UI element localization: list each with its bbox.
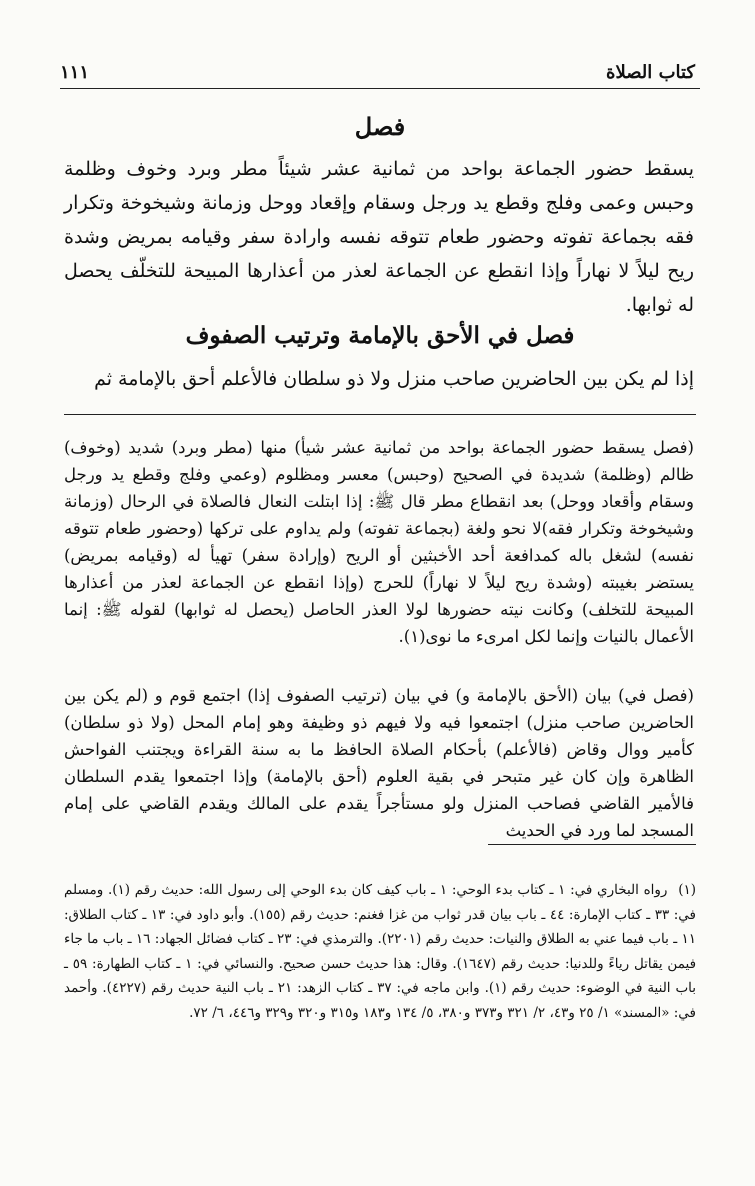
header-rule <box>60 88 700 89</box>
page-number: ١١١ <box>60 62 90 83</box>
commentary-separator <box>64 414 696 415</box>
main-text-paragraph-2: إذا لم يكن بين الحاضرين صاحب منزل ولا ذو سلطان فالأعلم أحق بالإمامة ثم <box>94 368 694 390</box>
commentary-paragraph-2: (فصل في) بيان (الأحق بالإمامة و) في بيان (ترتيب الصفوف إذا) اجتمع قوم و (لم يكن بين الحاضرين صاحب منزل) اجتمعوا فيه ولا فيهم ذو وظيفة وهو إمام المحل (ولا ذو سلطان) كأمير ووال وقاض (فالأعلم) بأحكام الصلاة الحافظ ما به سنة القراءة ويجتنب الفواحش الظاهرة وإن كان غير متبحر في بقية العلوم (أحق بالإمامة) وإذا اجتمعوا يقدم السلطان فالأمير القاضي فصاحب المنزل ولو مستأجراً يقدم على المالك ويقدم القاضي على إمام المسجد لما ورد في الحديث <box>64 686 694 840</box>
section-heading-imamate: فصل في الأحق بالإمامة وترتيب الصفوف <box>185 322 575 349</box>
footnote-text: رواه البخاري في: ١ ـ كتاب بدء الوحي: ١ ـ باب كيف كان بدء الوحي إلى رسول الله: حديث رقم (١). ومسلم في: ٣٣ ـ كتاب الإمارة: ٤٤ ـ باب بيان قدر ثواب من غزا فغنم: حديث رقم (١٥٥). وأبو داود في: ١٣ ـ كتاب الطلاق: ١١ ـ باب فيما عني به الطلاق والنيات: حديث رقم (٢٢٠١). والترمذي في: ٢٣ ـ كتاب فضائل الجهاد: ١٦ ـ باب ما جاء فيمن يقاتل رياءً وللدنيا: حديث رقم (١٦٤٧). وقال: هذا حديث حسن صحيح. والنسائي في: ١ ـ كتاب الطهارة: ٥٩ ـ باب النية في الوضوء: حديث رقم (١). وابن ماجه في: ٣٧ ـ كتاب الزهد: ٢١ ـ باب النية حديث رقم (٤٢٢٧). وأحمد في: «المسند» ١/ ٢٥ و٤٣، ٢/ ٣٢١ و٣٧٣ و٣٨٠، ٥/ ١٣٤ و١٨٣ و٣١٥ و٣٢٠ و٣٢٩ و٤٤٦، ٦/ ٧٢. <box>64 882 697 1021</box>
commentary-paragraph-1: (فصل يسقط حضور الجماعة بواحد من ثمانية عشر شيأ) منها (مطر وبرد) شديد (وخوف) ظالم (وظلمة) شديدة في الصحيح (وحبس) معسر ومظلوم (وعمي وفلج وقطع يد ورجل وسقام وأقعاد ووحل) بعد انقطاع مطر قال ﷺ: إذا ابتلت النعال فالصلاة في الرحال (وزمانة وشيخوخة وتكرار فقه)لا نحو ولغة (بجماعة تفوته) ولم يداوم على تركها (وحضور طعام تتوقه نفسه) لشغل باله كمدافعة أحد الأخبثين أو الريح (وإرادة سفر) تهيأ له (وقيامه بمريض) يستضر بغيبته (وشدة ريح ليلاً لا نهاراً) للحرج (وإذا انقطع عن الجماعة لعذر من أعذارها المبيحة للتخلف) وكانت نيته حضورها لولا العذر الحاصل (يحصل له ثوابها) لقوله ﷺ: إنما الأعمال بالنيات وإنما لكل امرىء ما نوى(١). <box>64 438 694 646</box>
footnote-number: (١) <box>678 882 697 898</box>
running-header <box>60 62 695 84</box>
footnote <box>64 878 696 1025</box>
footnote-separator <box>488 844 696 845</box>
book-title: كتاب الصلاة <box>606 62 695 83</box>
main-text-paragraph-1: يسقط حضور الجماعة بواحد من ثمانية عشر شيئاً مطر وبرد وخوف وظلمة وحبس وعمى وفلج وقطع يد ورجل وسقام وإقعاد ووحل وزمانة وشيخوخة وتكرار فقه بجماعة تفوته وحضور طعام تتوقه نفسه وارادة سفر وقيامه بمريض وشدة ريح ليلاً لا نهاراً وإذا انقطع عن الجماعة لعذر من أعذارها المبيحة للتخلّف يحصل له ثوابها. <box>64 158 694 316</box>
section-heading-fasl: فصل <box>354 112 406 141</box>
